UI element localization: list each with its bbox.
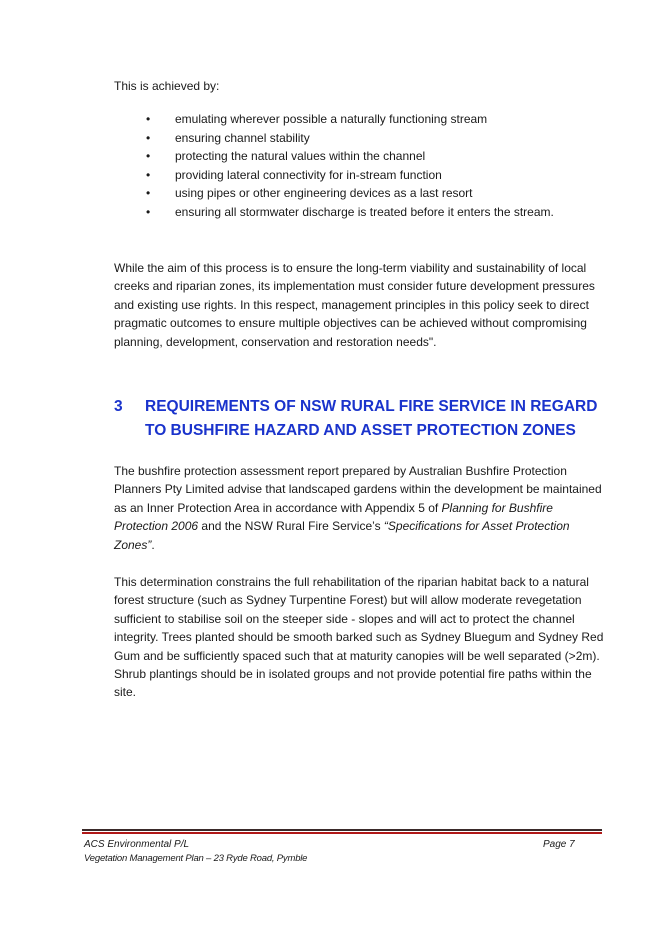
page-number: Page 7 (543, 839, 575, 850)
bullet-list (146, 110, 554, 221)
bullet-icon: • (146, 204, 151, 219)
footer-rule-dark (82, 829, 602, 831)
bullet-icon: • (146, 167, 151, 182)
paragraph-text: and the NSW Rural Fire Service’s (198, 519, 384, 534)
list-item-text: providing lateral connectivity for in-stream function (175, 167, 442, 182)
list-item (146, 203, 554, 222)
section-title: REQUIREMENTS OF NSW RURAL FIRE SERVICE IN REGARD TO BUSHFIRE HAZARD AND ASSET PROTECTION ZONES (145, 398, 598, 439)
list-item (146, 129, 554, 148)
list-item (146, 147, 554, 166)
bullet-icon: • (146, 112, 151, 126)
list-item (146, 110, 554, 129)
section-heading (114, 395, 614, 443)
paragraph-text: . (151, 537, 155, 552)
paragraph-aim: While the aim of this process is to ensure the long-term viability and sustainability of local creeks and riparian zones, its implementation must consider future development pressures and existing use rights. In this respect, management principles in this policy seek to direct pragmatic outcomes to ensure multiple objectives can be achieved without compromising planning, development, conservation and restoration needs". (114, 261, 595, 349)
list-item-text: using pipes or other engineering devices as a last resort (175, 186, 473, 200)
list-item-text: ensuring all stormwater discharge is treated before it enters the stream. (175, 204, 554, 219)
paragraph-text: The bushfire protection assessment report prepared by Australian Bushfire Protection Planners Pty Limited advise that landscaped gardens within the development be maintained as an Inner Protection Area in accordance with Appendix 5 of (114, 464, 602, 515)
footer-left (84, 838, 307, 866)
bullet-icon: • (146, 186, 151, 200)
list-item-text: ensuring channel stability (175, 130, 310, 145)
list-item (146, 166, 554, 185)
list-item-text: protecting the natural values within the channel (175, 149, 426, 163)
footer-rule-red (82, 832, 602, 834)
list-item (146, 184, 554, 203)
bullet-icon: • (146, 149, 151, 163)
paragraph-determination: This determination constrains the full rehabilitation of the riparian habitat back to a natural forest structure (such as Sydney Turpentine Forest) but will allow moderate revegetation sufficient to stabilise soil on the steeper side - slopes and will act to protect the channel integrity. Trees planted should be smooth barked such as Sydney Bluegum and Sydney Red Gum and be sufficiently spaced such that at maturity canopies will be well separated (>2m). Shrub plantings should be in isolated groups and not provide potential fire paths within the site. (114, 575, 604, 700)
footer-document-title: Vegetation Management Plan – 23 Ryde Road, Pymble (84, 853, 308, 864)
intro-text: This is achieved by: (114, 79, 220, 93)
document-reference: Planning for Bushfire Protection 2006 (114, 500, 553, 534)
paragraph-bushfire-report (114, 462, 610, 554)
footer-company: ACS Environmental P/L (84, 839, 190, 850)
bullet-icon: • (146, 130, 151, 145)
list-item-text: emulating wherever possible a naturally functioning stream (175, 112, 488, 126)
document-reference: “Specifications for Asset Protection Zones” (114, 519, 570, 552)
section-number: 3 (114, 398, 123, 415)
